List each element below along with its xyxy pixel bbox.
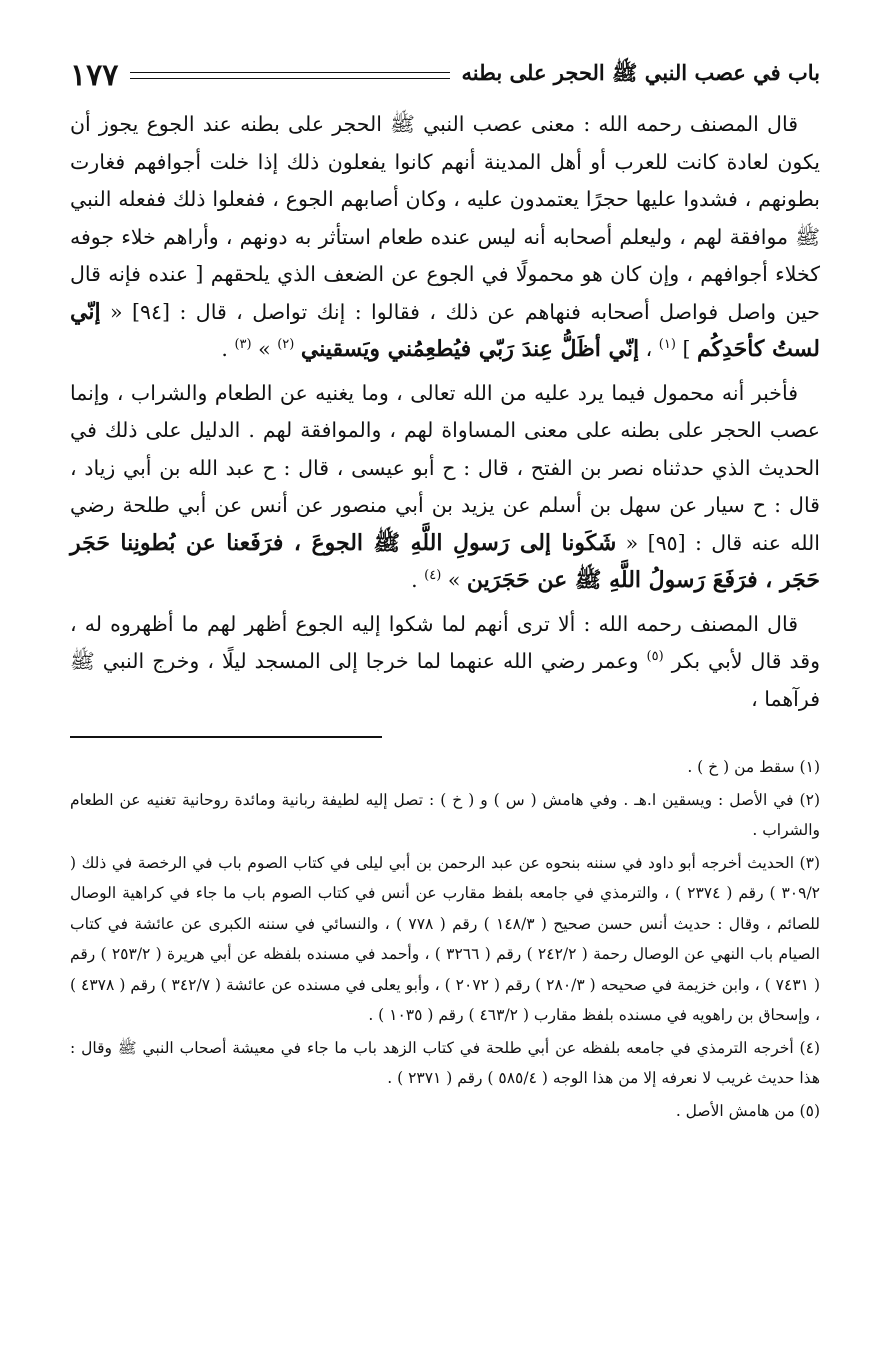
hadith-quote-94b: إنّي أظَلُّ عِندَ رَبّي فيُطعِمُني ويَسقيني (300, 336, 640, 362)
paragraph-3-rest: وعمر رضي الله عنهما لما خرجا إلى المسجد ليلًا ، وخرج النبي ﷺ فرآهما ، (70, 649, 820, 711)
quote-close: » (447, 568, 461, 592)
footnote-4: (٤) أخرجه الترمذي في جامعه بلفظه عن أبي طلحة في كتاب الزهد باب ما جاء في معيشة أصحاب النبي ﷺ وقال : هذا حديث غريب لا نعرفه إلا من هذا الوجه ( ٥٨٥/٤ ) رقم ( ٢٣٧١ ) . (70, 1038, 820, 1087)
footnote-ref-2: (٢) (277, 337, 295, 353)
footnotes (70, 752, 820, 1126)
footnote-1: (١) سقط من ( خ ) . (687, 758, 820, 776)
header-rule (130, 72, 449, 79)
period: . (411, 568, 418, 592)
footnote-ref-3: (٣) (234, 337, 252, 353)
running-title: باب في عصب النبي ﷺ الحجر على بطنه (461, 59, 820, 85)
footnote-ref-1: (١) (658, 337, 676, 353)
separator: ، (645, 337, 653, 361)
hadith-quote-95: شَكَونا إلى رَسولِ اللَّهِ ﷺ الجوعَ ، فرَفَعنا عن بُطونِنا حَجَر حَجَر ، فرَفَعَ رَسولُ اللَّهِ ﷺ عن حَجَرَين (70, 529, 820, 593)
period: . (221, 337, 228, 361)
main-text (70, 106, 820, 718)
paragraph-3 (70, 606, 820, 719)
footnote-2: (٢) في الأصل : ويسقين ا.هـ . وفي هامش ( س ) و ( خ ) : تصل إليه لطيفة ربانية ومائدة روحانية تغنيه عن الطعام والشراب . (70, 790, 820, 839)
paragraph-3-text: قال المصنف رحمه الله : ألا ترى أنهم لما شكوا إليه الجوع أظهر لهم ما أظهروه له ، وقد قال لأبي بكر (70, 611, 820, 673)
paragraph-1-text: قال المصنف رحمه الله : معنى عصب النبي ﷺ الحجر على بطنه عند الجوع يجوز أن يكون لعادة كانت للعرب أو أهل المدينة أنهم كانوا يفعلون ذلك إذا خلت أجوافهم فغارت بطونهم ، فشدوا عليها حجرًا يعتمدون عليه ، وكان أصابهم الجوع ، ففعلوا ذلك ففعله النبي ﷺ موافقة لهم ، وليعلم أصحابه أنه ليس عنده طعام استأثر به دونهم ، وأراهم خلاء جوفه كخلاء أجوافهم ، وإن كان هو محمولًا في الجوع عن الضعف الذي يلحقهم [ عنده فإنه قال حين واصل فواصل أصحابه فنهاهم عن ذلك ، فقالوا : إنك تواصل ، قال : [٩٤] « (70, 112, 820, 324)
footnote-ref-4: (٤) (424, 568, 442, 584)
footnote-3: (٣) الحديث أخرجه أبو داود في سننه بنحوه عن عبد الرحمن بن أبي ليلى في كتاب الصوم باب في الرخصة في ذلك ( ٣٠٩/٢ ) رقم ( ٢٣٧٤ ) ، والترمذي في جامعه بلفظ مقارب عن أنس في كتاب الصوم باب ما جاء في كراهية الوصال للصائم ، وقال : حديث أنس حسن صحيح ( ١٤٨/٣ ) رقم ( ٧٧٨ ) ، والنسائي في سننه الكبرى عن عائشة في كتاب الصيام باب النهي عن الوصال رحمة ( ٢٤٢/٢ ) رقم ( ٣٢٦٦ ) ، وأحمد في مسنده بلفظه عن أبي هريرة ( ٢٥٣/٢ ) رقم ( ٧٤٣١ ) ، وابن خزيمة في صحيحه ( ٢٨٠/٣ ) رقم ( ٢٠٧٢ ) ، وأبو يعلى في مسنده عن عائشة ( ٣٤٢/٧ ) رقم ( ٤٣٧٨ ) ، وإسحاق بن راهويه في مسنده بلفظ مقارب ( ٤٦٣/٢ ) رقم ( ١٠٣٥ ) . (70, 853, 821, 1024)
page-header (70, 52, 820, 98)
footnote-ref-5: (٥) (646, 649, 664, 665)
page-number: ١٧٧ (70, 57, 119, 93)
quote-close: » (258, 337, 271, 361)
hadith-quote-94a: إنّي لستُ كأحَدِكُم (70, 298, 820, 362)
footnote-5: (٥) من هامش الأصل . (675, 1101, 820, 1120)
paragraph-2-text: فأخبر أنه محمول فيما يرد عليه من الله تعالى ، وما يغنيه عن الطعام والشراب ، وإنما عصب الحجر على بطنه على معنى المساواة لهم ، والموافقة لهم . الدليل على ذلك في الحديث الذي حدثناه نصر بن الفتح ، قال : ح أبو عيسى ، قال : ح عبد الله بن أبي زياد ، قال : ح سيار عن سهل بن أسلم عن يزيد بن أبي منصور عن أنس عن أبي طلحة رضي الله عنه قال : [٩٥] « (70, 380, 820, 555)
paragraph-1 (70, 106, 820, 369)
bracket: ] (682, 337, 691, 361)
paragraph-2 (70, 375, 820, 600)
footnote-separator (70, 736, 382, 738)
